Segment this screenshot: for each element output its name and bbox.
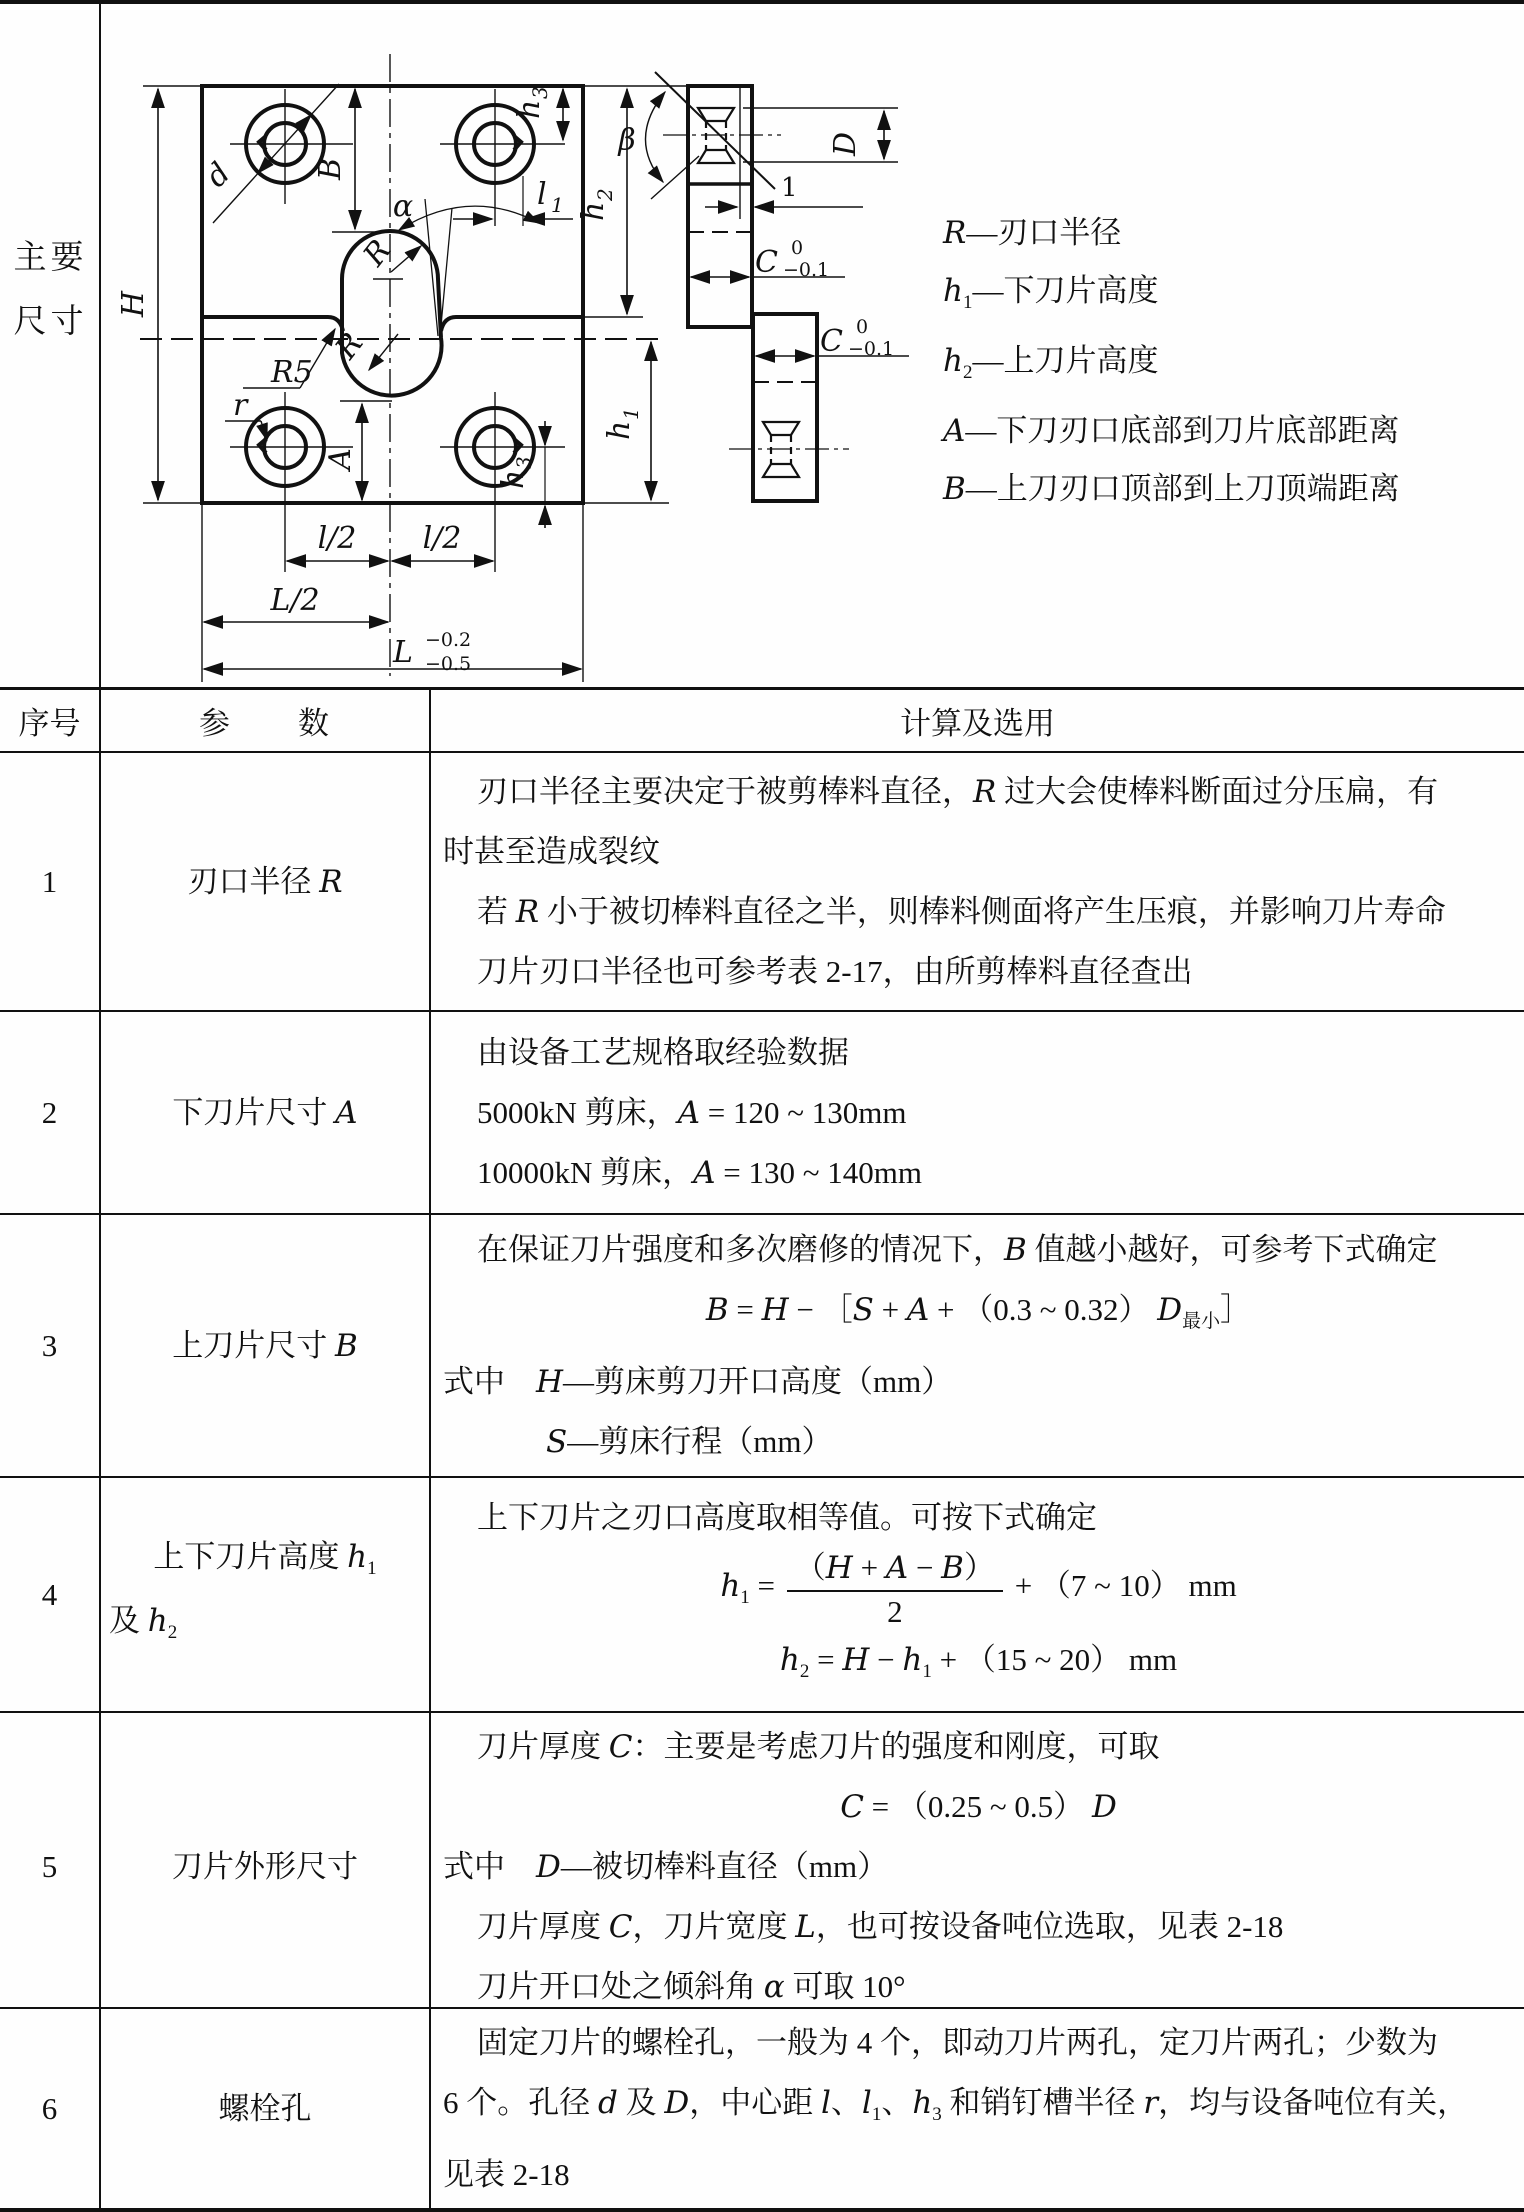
right-cutting-edge	[441, 317, 583, 331]
dim-r: r	[233, 388, 248, 423]
svg-text:−0.1: −0.1	[783, 259, 830, 281]
svg-text:−0.1: −0.1	[848, 338, 895, 360]
svg-text:1: 1	[619, 407, 643, 420]
param-cell	[101, 1478, 431, 1711]
blade-plate-outline	[202, 86, 583, 503]
symbol-legend	[943, 204, 1503, 518]
legend-line: R—刃口半径	[943, 215, 1122, 251]
param-cell	[101, 1012, 431, 1213]
table-row	[0, 1012, 1524, 1215]
legend-line: $h_1—$下刀片高度	[943, 273, 1159, 313]
content-line: 若 R 小于被切棒料直径之半，则棒料侧面将产生压痕，并影响刀片寿命	[477, 893, 1446, 930]
row-number-cell: 3	[0, 1215, 101, 1476]
content-line: $h_2 = H - h_1 + (15$ ~ 20） mm	[779, 1641, 1178, 1682]
param-cell	[101, 1215, 431, 1476]
param-line: 刀片外形尺寸	[172, 1849, 358, 1884]
content-cell	[431, 753, 1524, 1010]
dim-L-half: L/2	[270, 583, 320, 618]
param-cell	[101, 1713, 431, 2021]
main-dimensions-section	[0, 4, 1524, 687]
content-cell	[431, 1012, 1524, 1213]
dim-R5: R5	[271, 355, 313, 390]
label-line-1: 主要	[13, 240, 88, 276]
content-line: 由设备工艺规格取经验数据	[477, 1034, 849, 1070]
legend-line: $h_2—$上刀片高度	[943, 343, 1159, 383]
content-line: 刀片厚度 C：主要是考虑刀片的强度和刚度，可取	[477, 1729, 1160, 1765]
param-line: 及 $h_2$	[109, 1602, 178, 1643]
dim-alpha: α	[392, 189, 414, 224]
param-cell	[101, 753, 431, 1010]
content-line: 式中 D—被切棒料直径（mm）	[443, 1849, 889, 1885]
legend-line: B—上刀刃口顶部到上刀顶端距离	[943, 471, 1400, 507]
content-line: C = （0.25 ~ 0.5） D	[840, 1789, 1117, 1825]
row-number-cell: 2	[0, 1012, 101, 1213]
content-cell	[431, 1478, 1524, 1711]
dim-d: d	[199, 156, 238, 195]
content-line: 刀片厚度 C，刀片宽度 L，也可按设备吨位选取，见表 2-18	[477, 1909, 1284, 1945]
radius-leaders	[225, 246, 421, 440]
content-line: 在保证刀片强度和多次磨修的情况下，B 值越小越好，可参考下式确定	[477, 1231, 1438, 1268]
dim-h2: h	[576, 201, 611, 221]
row-number-cell: 4	[0, 1478, 101, 1711]
content-line: 10000kN 剪床，A = 130 ~ 140mm	[477, 1154, 923, 1191]
dim-C-lower: C	[820, 324, 843, 359]
table-header	[0, 687, 1524, 753]
left-cutting-edge	[202, 317, 343, 331]
dim-l1: l	[537, 177, 547, 212]
param-line: 刃口半径 R	[187, 863, 343, 900]
table-row	[0, 2009, 1524, 2212]
content-line: 式中 H—剪床剪刀开口高度（mm）	[443, 1363, 953, 1400]
content-cell	[431, 1215, 1524, 1476]
dim-D: D	[828, 131, 863, 157]
svg-text:3: 3	[528, 86, 552, 99]
content-line: 6 个。孔径 d 及 D，中心距 l、$l_1$、$h_3$ 和销钉槽半径 r，均与设备吨位有关，	[443, 2085, 1469, 2125]
svg-text:0: 0	[791, 237, 804, 259]
content-line: B = H − ［S + A + （0.3 ~ 0.32） $D_{最小}]$	[705, 1291, 1252, 1332]
table-body	[0, 753, 1524, 2212]
table-row	[0, 1713, 1524, 2009]
dim-C-upper: C	[755, 245, 778, 280]
drawing-labels	[116, 86, 894, 675]
dim-l-half-left: l/2	[317, 521, 357, 556]
param-line: 下刀片尺寸 A	[172, 1094, 358, 1131]
content-line: 刀片开口处之倾斜角 α 可取 10°	[477, 1969, 906, 2005]
technical-drawing	[103, 4, 1524, 687]
header-num: 序号	[0, 690, 101, 751]
content-line: 刀片刃口半径也可参考表 2-17，由所剪棒料直径查出	[477, 953, 1193, 989]
dim-h3-bottom: h	[496, 469, 531, 489]
param-line: 螺栓孔	[218, 2091, 312, 2126]
dim-beta: β	[618, 123, 636, 158]
content-line: 时甚至造成裂纹	[443, 833, 660, 869]
svg-text:1: 1	[551, 193, 564, 217]
main-dimensions-label	[0, 226, 101, 354]
svg-text:2: 2	[593, 188, 617, 201]
side-view	[645, 72, 909, 501]
content-line: 固定刀片的螺栓孔，一般为 4 个，即动刀片两孔，定刀片两孔；少数为	[477, 2025, 1438, 2060]
content-line: $h_1$ = $\frac{(H + A - B)}{2}$ + （7 ~ 10） mm	[720, 1549, 1237, 1629]
dim-H: H	[116, 290, 151, 318]
dim-A: A	[323, 448, 358, 470]
dim-R-lower: R	[328, 326, 371, 366]
svg-text:0: 0	[856, 316, 869, 338]
param-cell	[101, 2009, 431, 2209]
hole-centerlines	[230, 89, 565, 572]
content-line: 刃口半径主要决定于被剪棒料直径，R 过大会使棒料断面过分压扁，有	[477, 773, 1439, 810]
dim-one: 1	[781, 173, 798, 203]
row-number-cell: 6	[0, 2009, 101, 2209]
content-line: S—剪床行程（mm）	[546, 1423, 833, 1460]
dim-l-half-right: l/2	[422, 521, 462, 556]
svg-text:3: 3	[512, 456, 536, 469]
param-line: 上刀片尺寸 B	[172, 1327, 358, 1364]
legend-line: A—下刀刃口底部到刀片底部距离	[943, 413, 1400, 449]
header-calc: 计算及选用	[900, 706, 1055, 741]
label-line-2: 尺寸	[13, 304, 88, 340]
header-param: 参 数	[101, 690, 431, 751]
dim-L: L	[393, 635, 413, 670]
table-row	[0, 1215, 1524, 1478]
dim-h1: h	[602, 420, 637, 440]
content-line: 见表 2-18	[443, 2157, 570, 2192]
dim-h3-top: h	[512, 99, 547, 119]
dim-L-tol-top: −0.2	[425, 629, 472, 651]
dim-B: B	[313, 157, 348, 181]
content-line: 上下刀片之刃口高度取相等值。可按下式确定	[477, 1499, 1097, 1535]
dim-L-tol-bottom: −0.5	[425, 653, 472, 675]
content-cell	[431, 2009, 1524, 2209]
param-line: 上下刀片高度 $h_1$	[153, 1538, 377, 1579]
row-number-cell: 5	[0, 1713, 101, 2021]
table-row	[0, 753, 1524, 1012]
content-line: 5000kN 剪床，A = 120 ~ 130mm	[477, 1094, 907, 1131]
dim-R-upper: R	[356, 233, 399, 273]
content-cell	[431, 1713, 1524, 2021]
row-label-cell	[0, 4, 101, 687]
parameter-table	[0, 687, 1524, 2212]
table-row	[0, 1478, 1524, 1713]
row-number-cell: 1	[0, 753, 101, 1010]
